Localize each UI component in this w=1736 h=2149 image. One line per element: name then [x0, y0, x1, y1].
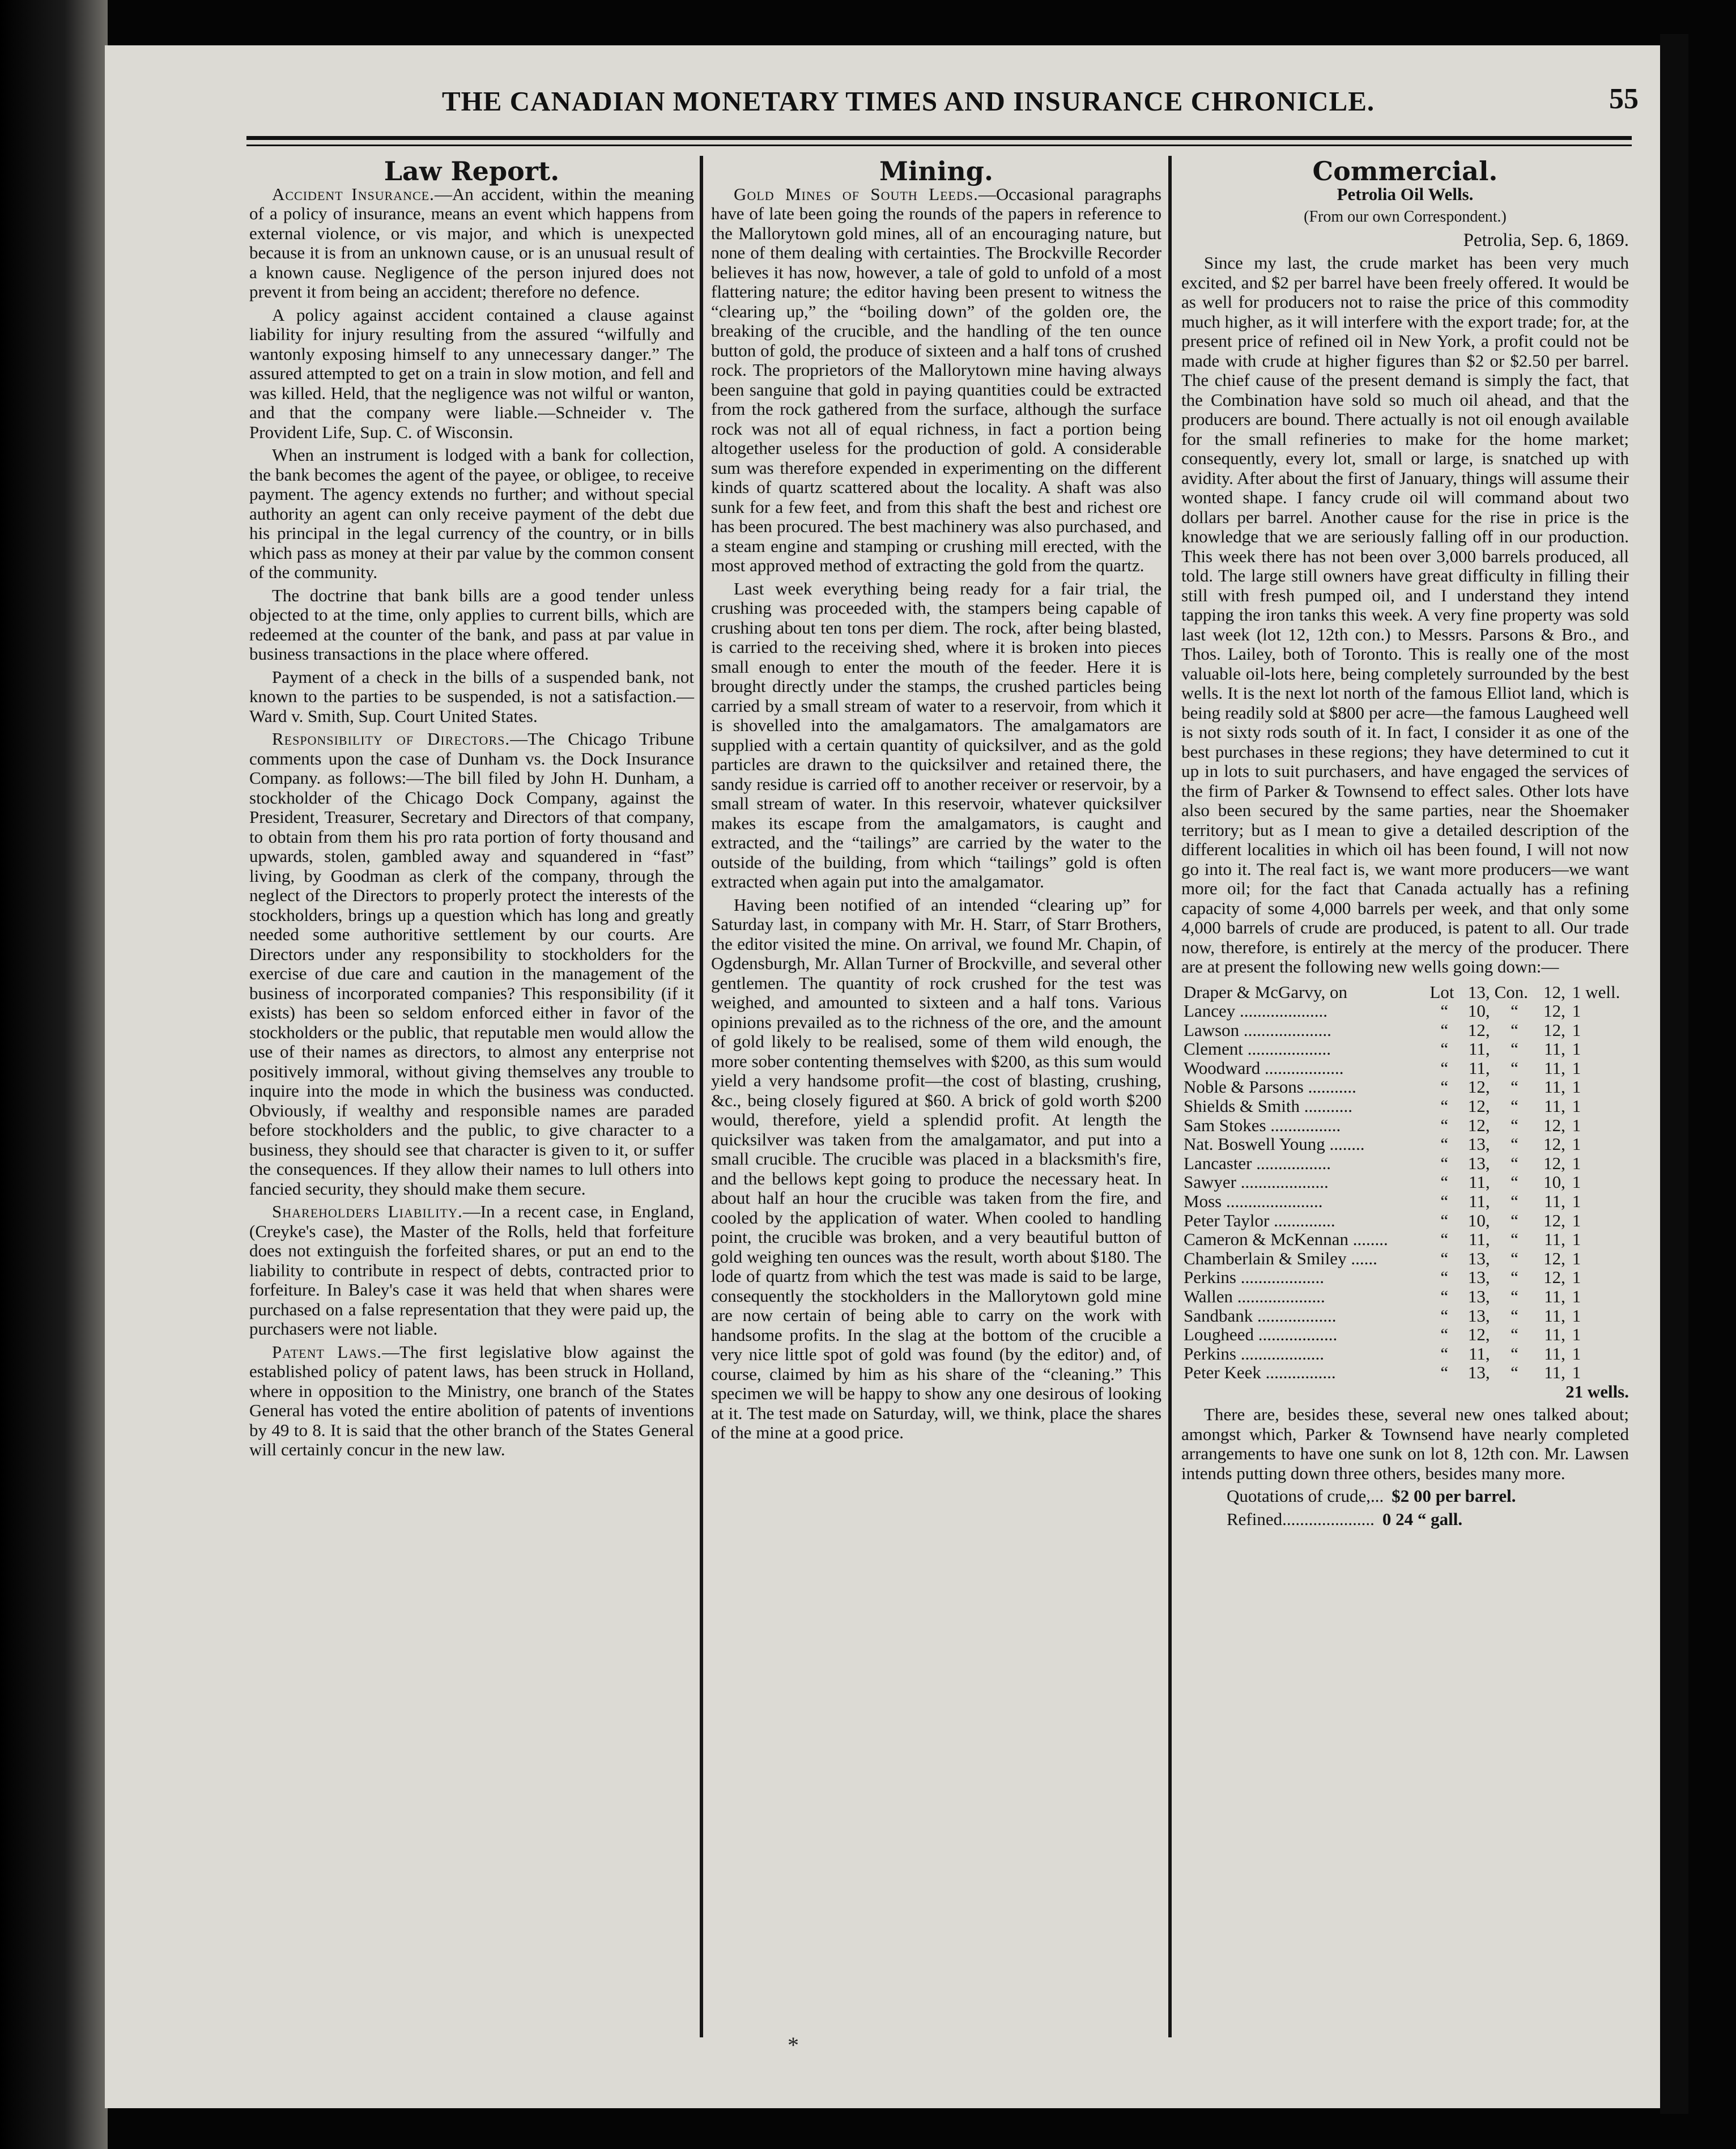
well-name	[1181, 1363, 1428, 1382]
con-number: 11,	[1544, 1286, 1565, 1306]
wells-total: 21 wells.	[1565, 1381, 1629, 1401]
well-count: 1	[1572, 1134, 1581, 1154]
quotation-row	[1181, 1487, 1629, 1506]
print-mark: *	[788, 2032, 799, 2058]
lot-number: 13,	[1467, 1153, 1490, 1173]
well-name	[1181, 1116, 1428, 1135]
con-number: 12,	[1543, 1210, 1565, 1230]
well-name	[1181, 1173, 1428, 1192]
leader-dots: ....................	[1235, 1001, 1327, 1021]
leader-dots: ......................	[1222, 1191, 1323, 1212]
lot-number: 13,	[1467, 982, 1490, 1002]
well-count: 1	[1572, 1077, 1581, 1097]
well-name	[1181, 1192, 1428, 1211]
well-unit	[1583, 1325, 1629, 1344]
ditto-mark: “	[1511, 1210, 1518, 1230]
con-number: 12,	[1543, 1115, 1565, 1135]
ditto-mark: “	[1511, 1096, 1518, 1116]
lot-number: 11,	[1469, 1343, 1490, 1364]
well-row	[1181, 1230, 1629, 1249]
con-number: 11,	[1544, 1305, 1565, 1326]
well-count: 1	[1572, 982, 1581, 1002]
lot-number: 13,	[1467, 1267, 1490, 1288]
well-name	[1181, 1154, 1428, 1173]
well-name-text: Nat. Boswell Young	[1184, 1134, 1325, 1154]
leader-dots: ...................	[1236, 1267, 1324, 1288]
well-name: Draper & McGarvy, on	[1184, 982, 1347, 1002]
paragraph	[249, 1202, 694, 1339]
well-unit	[1583, 1077, 1629, 1097]
paragraph	[711, 895, 1161, 1443]
well-count: 1	[1572, 1210, 1581, 1230]
well-unit	[1583, 1116, 1629, 1135]
ditto-mark: “	[1511, 1057, 1518, 1078]
ditto-mark: “	[1440, 1229, 1449, 1250]
ditto-mark: “	[1440, 1134, 1449, 1154]
paragraph-lead: Accident Insurance.	[272, 184, 435, 204]
well-name-text: Lougheed	[1184, 1324, 1254, 1345]
well-row	[1181, 1154, 1629, 1173]
ditto-mark: “	[1511, 1020, 1518, 1040]
well-unit	[1583, 1211, 1629, 1230]
well-row	[1181, 1077, 1629, 1097]
ditto-mark: “	[1440, 1191, 1449, 1212]
quotations-block	[1181, 1487, 1629, 1529]
paragraph	[249, 445, 694, 583]
ditto-mark: “	[1440, 1286, 1449, 1306]
ditto-mark: “	[1511, 1115, 1518, 1135]
binding-gutter	[0, 0, 108, 2149]
con-number: 12,	[1543, 1020, 1565, 1040]
ditto-mark: “	[1511, 1305, 1518, 1326]
ditto-mark: “	[1440, 1210, 1449, 1230]
well-name	[1181, 1268, 1428, 1287]
leader-dots: ..................	[1253, 1305, 1337, 1326]
paragraph-text: When an instrument is lodged with a bank for collection, the bank becomes the agent of the payee, or obligee, to receive payment. The agency extends no further; and without special authority an agent can only receive payment of the debt due his principal in the legal currency of the country, or in bills which pass as money at their par value by the common consent of the community.	[249, 445, 694, 582]
leader-dots: ........	[1348, 1229, 1388, 1250]
leader-dots: ....................	[1233, 1286, 1325, 1306]
well-count: 1	[1572, 1153, 1581, 1173]
well-unit	[1583, 1097, 1629, 1116]
well-name	[1181, 1077, 1428, 1097]
leader-dots: ....................	[1239, 1020, 1331, 1040]
well-unit	[1583, 1287, 1629, 1306]
column-commercial	[1181, 156, 1629, 1532]
well-row	[1181, 1021, 1629, 1040]
well-name-text: Sandbank	[1184, 1305, 1253, 1326]
ditto-mark: “	[1440, 1115, 1449, 1135]
well-row	[1181, 1344, 1629, 1364]
well-name	[1181, 1287, 1428, 1306]
dateline: Petrolia, Sep. 6, 1869.	[1463, 230, 1629, 250]
ditto-mark: “	[1511, 1001, 1518, 1021]
well-name-text: Perkins	[1184, 1343, 1236, 1364]
leader-dots: ...........	[1303, 1077, 1356, 1097]
paragraph-text: Last week everything being ready for a fair trial, the crushing was proceeded with, the stampers being capable of crushing about ten tons per diem. The rock, after being blasted, is carried to the receiving shed, where it is broken into pieces small enough to enter the mouth of the feeder. Here it is brought directly under the stamps, the crushed particles being carried by a small stream of water to a reservoir, from which it is shovelled into the amalgamators. The amalgamators are supplied with a certain quantity of quicksilver, and as the gold particles are drawn to the quicksilver and retained there, the sandy residue is carried off to another receiver or reservoir, by a small stream of water. In this reservoir, whatever quicksilver makes its escape from the amalgamators, is caught and extracted, and the “tailings” are carried by the water to the outside of the building, from which “tailings” gold is often extracted when again put into the amalgamator.	[711, 578, 1161, 891]
con-number: 12,	[1543, 1267, 1565, 1288]
ditto-mark: “	[1511, 1191, 1518, 1212]
well-name-text: Sawyer	[1184, 1172, 1236, 1192]
well-name-text: Sam Stokes	[1184, 1115, 1266, 1135]
con-number: 11,	[1544, 1324, 1565, 1345]
paragraph	[249, 305, 694, 443]
well-name-text: Wallen	[1184, 1286, 1233, 1306]
lot-number: 11,	[1469, 1191, 1490, 1212]
paragraph-text: Having been notified of an intended “clearing up” for Saturday last, in company with Mr. H. Starr, of Starr Brothers, the editor visited the mine. On arrival, we found Mr. Chapin, of Ogdensburgh, Mr. Allan Turner of Brockville, and several other gentlemen. The quantity of rock crushed for the test was weighed, and amounted to sixteen and a half tons. Various opinions prevailed as to the richness of the ore, and the amount of gold likely to be realised, some of them wild enough, the more sober contenting themselves with $200, as this sum would yield a very handsome profit—the cost of blasting, crushing, &c., being closely figured at $60. A brick of gold worth $200 would, therefore, yield a splendid profit. At length the quicksilver was taken from the amalgamator, and put into a small crucible. The crucible was placed in a blacksmith's fire, and the bellows kept going to produce the necessary heat. In about half an hour the crucible was taken from the fire, and cooled by the application of water. When cooled to handling point, the crucible was broken, and a very beautiful button of gold weighing ten ounces was the result, worth about $180. The lode of quartz from which the test was made is said to be large, consequently the stockholders in the Mallorytown gold mine are now certain of being able to carry on the work with handsome profits. In the slag at the bottom of the crucible a very nice little spot of gold was found (by the editor) and, of course, claimed by him as his share of the “cleaning.” This specimen we will be happy to show any one desirous of looking at it. The test made on Saturday, will, we think, place the shares of the mine at a good price.	[711, 894, 1161, 1442]
lot-number: 12,	[1467, 1020, 1490, 1040]
well-row	[1181, 1192, 1629, 1211]
well-row	[1181, 1363, 1629, 1382]
ditto-mark: “	[1440, 1267, 1449, 1288]
law-report-body	[249, 185, 694, 1460]
well-name	[1181, 1325, 1428, 1344]
leader-dots: ..................	[1253, 1324, 1338, 1345]
con-number: 12,	[1543, 1134, 1565, 1154]
well-row	[1181, 1039, 1629, 1059]
ditto-mark: “	[1440, 1305, 1449, 1326]
well-count: 1	[1572, 1324, 1581, 1345]
masthead-title: THE CANADIAN MONETARY TIMES AND INSURANCE CHRONICLE.	[442, 86, 1375, 117]
leader-dots: .................	[1252, 1153, 1331, 1173]
well-name	[1181, 1059, 1428, 1078]
ditto-mark: “	[1511, 1286, 1518, 1306]
well-unit	[1583, 1344, 1629, 1364]
quotation-label: Refined.....................	[1227, 1509, 1375, 1529]
well-unit	[1583, 1021, 1629, 1040]
leader-dots: ................	[1261, 1362, 1336, 1383]
ditto-mark: “	[1511, 1153, 1518, 1173]
well-count: 1	[1572, 1172, 1581, 1192]
section-heading-commercial: Commercial.	[1312, 156, 1498, 186]
ditto-mark: “	[1511, 1134, 1518, 1154]
paragraph	[249, 185, 694, 302]
lot-number: 12,	[1467, 1096, 1490, 1116]
well-row	[1181, 1306, 1629, 1326]
well-name	[1181, 1135, 1428, 1154]
paragraph-text: —The first legislative blow against the established policy of patent laws, has been struck in Holland, where in opposition to the Ministry, one branch of the States General has voted the entire abolition of patents of inventions by 49 to 8. It is said that the other branch of the States General will certainly concur in the new law.	[249, 1341, 694, 1459]
lot-number: 11,	[1469, 1229, 1490, 1250]
ditto-mark: “	[1440, 1077, 1449, 1097]
con-number: 11,	[1544, 1039, 1565, 1059]
well-unit: well.	[1585, 982, 1620, 1002]
well-name-text: Noble & Parsons	[1184, 1077, 1304, 1097]
lot-number: 10,	[1467, 1001, 1490, 1021]
paragraph	[249, 729, 694, 1199]
well-name-text: Shields & Smith	[1184, 1096, 1300, 1116]
well-row	[1181, 1001, 1629, 1021]
column-law-report	[249, 156, 694, 1463]
well-row	[1181, 1249, 1629, 1268]
con-number: 10,	[1543, 1172, 1565, 1192]
quotation-value: $2 00 per barrel.	[1392, 1486, 1516, 1506]
well-count: 1	[1572, 1096, 1581, 1116]
well-unit	[1583, 1059, 1629, 1078]
con-number: 11,	[1544, 1229, 1565, 1250]
well-name-text: Chamberlain & Smiley	[1184, 1248, 1347, 1268]
lot-label: Lot	[1429, 982, 1454, 1002]
ditto-mark: “	[1511, 1039, 1518, 1059]
well-name	[1181, 1230, 1428, 1249]
lot-number: 13,	[1467, 1286, 1490, 1306]
column-mining	[711, 156, 1161, 1446]
well-row	[1181, 1059, 1629, 1078]
lot-number: 11,	[1469, 1172, 1490, 1192]
section-heading-law-report: Law Report.	[384, 156, 560, 186]
ditto-mark: “	[1511, 1172, 1518, 1192]
con-number: 11,	[1544, 1077, 1565, 1097]
paragraph-lead: Patent Laws.	[272, 1341, 382, 1362]
lot-number: 12,	[1467, 1077, 1490, 1097]
well-row	[1181, 1173, 1629, 1192]
correspondent-line: (From our own Correspondent.)	[1304, 208, 1507, 226]
leader-dots: ..................	[1260, 1057, 1344, 1078]
well-count: 1	[1572, 1362, 1581, 1383]
well-name-text: Moss	[1184, 1191, 1222, 1212]
ditto-mark: “	[1440, 1172, 1449, 1192]
quotation-row	[1181, 1510, 1629, 1530]
well-count: 1	[1572, 1229, 1581, 1250]
paragraph-text: A policy against accident contained a clause against liability for injury resulting from the assured “wilfully and wantonly exposing himself to any unnecessary danger.” The assured attempted to get on a train in slow motion, and fell and was killed. Held, that the negligence was not wilful or wanton, and that the company were liable.—Schneider v. The Provident Life, Sup. C. of Wisconsin.	[249, 304, 694, 442]
con-number: 12,	[1543, 1248, 1565, 1268]
lot-number: 13,	[1467, 1134, 1490, 1154]
ditto-mark: “	[1511, 1229, 1518, 1250]
ditto-mark: “	[1440, 1057, 1449, 1078]
ditto-mark: “	[1440, 1362, 1449, 1383]
leader-dots: ...................	[1236, 1343, 1324, 1364]
paragraph-text: The doctrine that bank bills are a good tender unless objected to at the time, only applies to current bills, which are redeemed at the counter of the bank, and pass at par value in business transactions in the place where offered.	[249, 585, 694, 664]
well-row	[1181, 1116, 1629, 1135]
well-row	[1181, 1287, 1629, 1306]
section-heading-mining: Mining.	[879, 156, 993, 186]
paragraph-text: —Occasional paragraphs have of late been going the rounds of the papers in reference to the Mallorytown gold mines, all of an encouraging nature, but none of them dealing with certainties. The Brockville Recorder believes it has now, however, a tale of gold to unfold of a most flattering nature; the editor having been present to witness the “clearing up,” the “boiling down” of the golden ore, the breaking of the crucible, and the handling of the ten ounce button of gold, the produce of sixteen and a half tons of crushed rock. The proprietors of the Mallorytown mine having always been sanguine that gold in paying quantities could be extracted from the rock gathered from the surface, although the surface rock was not all of equal richness, in fact a portion being altogether useless for the production of gold. A considerable sum was therefore expended in experimenting on the different kinds of quartz scattered about the locality. A shaft was also sunk for a few feet, and from this shaft the best and richest ore has been procured. The best machinery was also purchased, and a steam engine and stamping or crushing mill erected, with the most approved method of extracting the gold from the quartz.	[711, 184, 1161, 575]
header-rule	[246, 136, 1632, 140]
paragraph	[249, 586, 694, 664]
well-count: 1	[1572, 1115, 1581, 1135]
ditto-mark: “	[1511, 1343, 1518, 1364]
well-name-text: Lawson	[1184, 1020, 1240, 1040]
well-name	[1181, 1097, 1428, 1116]
well-name-text: Lancaster	[1184, 1153, 1252, 1173]
well-name	[1181, 1001, 1428, 1021]
paragraph-text: Payment of a check in the bills of a suspended bank, not known to the parties to be suspended, is not a satisfaction.—Ward v. Smith, Sup. Court United States.	[249, 666, 694, 726]
lot-number: 13,	[1467, 1305, 1490, 1326]
con-number: 12,	[1543, 982, 1565, 1002]
con-number: 11,	[1544, 1343, 1565, 1364]
ditto-mark: “	[1440, 1001, 1449, 1021]
lot-number: 12,	[1467, 1115, 1490, 1135]
well-count: 1	[1572, 1057, 1581, 1078]
well-unit	[1583, 1363, 1629, 1382]
ditto-mark: “	[1440, 1248, 1449, 1268]
well-name-text: Peter Taylor	[1184, 1210, 1270, 1230]
well-name-text: Perkins	[1184, 1267, 1236, 1288]
ditto-mark: “	[1511, 1248, 1518, 1268]
well-row	[1181, 1325, 1629, 1344]
commercial-body	[1181, 253, 1629, 977]
leader-dots: ...................	[1243, 1039, 1331, 1059]
page-number: 55	[1609, 83, 1639, 115]
well-count: 1	[1572, 1286, 1581, 1306]
well-count: 1	[1572, 1020, 1581, 1040]
well-unit	[1583, 1192, 1629, 1211]
well-name-text: Cameron & McKennan	[1184, 1229, 1348, 1250]
ditto-mark: “	[1440, 1153, 1449, 1173]
paragraph-lead: Shareholders Liability.	[272, 1201, 463, 1221]
con-number: 11,	[1544, 1096, 1565, 1116]
leader-dots: ........	[1325, 1134, 1365, 1154]
ditto-mark: “	[1440, 1324, 1449, 1345]
well-name	[1181, 1211, 1428, 1230]
lot-number: 11,	[1469, 1057, 1490, 1078]
ditto-mark: “	[1511, 1324, 1518, 1345]
leader-dots: ...........	[1299, 1096, 1352, 1116]
lot-number: 12,	[1467, 1324, 1490, 1345]
well-name	[1181, 1249, 1428, 1268]
well-count: 1	[1572, 1001, 1581, 1021]
well-name	[1181, 1039, 1428, 1059]
leader-dots: ......	[1346, 1248, 1377, 1268]
new-wells-table	[1181, 983, 1629, 1382]
paragraph-lead: Gold Mines of South Leeds.	[734, 184, 978, 204]
well-name-text: Peter Keek	[1184, 1362, 1261, 1383]
well-unit	[1583, 1230, 1629, 1249]
well-count: 1	[1572, 1248, 1581, 1268]
con-number: 12,	[1543, 1001, 1565, 1021]
lot-number: 13,	[1467, 1362, 1490, 1383]
paragraph-text: —An accident, within the meaning of a policy of insurance, means an event which happens from external violence, or vis major, and which is unexpected because it is from an unknown cause, or is an unusual result of a known cause. Negligence of the person injured does not prevent it from being an accident; therefore no defence.	[249, 184, 694, 301]
quotation-value: 0 24 “ gall.	[1382, 1509, 1463, 1529]
leader-dots: ....................	[1236, 1172, 1329, 1192]
ditto-mark: “	[1440, 1096, 1449, 1116]
well-unit	[1583, 1173, 1629, 1192]
paragraph	[249, 1343, 694, 1460]
well-unit	[1583, 1135, 1629, 1154]
ditto-mark: “	[1511, 1362, 1518, 1383]
well-name-text: Lancey	[1184, 1001, 1236, 1021]
well-count: 1	[1572, 1039, 1581, 1059]
con-label: Con.	[1494, 982, 1529, 1002]
con-number: 11,	[1544, 1057, 1565, 1078]
page-edge-shadow	[1660, 34, 1688, 2114]
paragraph	[249, 668, 694, 727]
well-name	[1181, 1021, 1428, 1040]
well-unit	[1583, 1039, 1629, 1059]
leader-dots: ................	[1266, 1115, 1341, 1135]
article-title-petrolia: Petrolia Oil Wells.	[1337, 184, 1474, 204]
paragraph-lead: Responsibility of Directors.	[272, 729, 510, 749]
ditto-mark: “	[1511, 1267, 1518, 1288]
paragraph: Since my last, the crude market has been very much excited, and $2 per barrel have been freely offered. It would be as well for producers not to raise the price of this commodity much higher, as it will interfere with the export trade; for, at the present price of refined oil in New York, a profit could not be made with crude at higher figures than $2 or $2.50 per barrel. The chief cause of the present demand is simply the fact, that the Combination have sold so much oil ahead, and that the producers are bound. There actually is not oil enough available for the small refineries to make for the home market; consequently, every lot, small or large, is snatched up with avidity. After about the first of January, things will assume their wonted shape. I fancy crude oil will command about two dollars per barrel. Another cause for the rise in price is the knowledge that we are seriously falling off in our production. This week there has not been over 3,000 barrels produced, all told. The large still owners have great difficulty in filling their still with fresh pumped oil, and I understand they intend tapping the iron tanks this week. A very fine property was sold last week (lot 12, 12th con.) to Messrs. Parsons & Bro., and Thos. Lailey, both of Toronto. This is really one of the most valuable oil-lots here, being completely surrounded by the best wells. It is the next lot north of the famous Elliot land, which is being readily sold at $800 per acre—the famous Laugheed well is not sixty rods south of it. In fact, I consider it as one of the best purchases in these regions; they have determined to cut it up in lots to suit purchasers, and have engaged the services of the firm of Parker & Townsend to effect sales. Other lots have also been secured by the same parties, near the Shoemaker territory; but as I mean to give a detailed description of the different localities in which oil has been found, I will not now go into it. The real fact is, we want more producers—we want more oil; for the fact that Canada actually has a refining capacity of some 4,000 barrels per week, and that only some 4,000 barrels of crude are produced, is patent to all. Our trade now, therefore, is entirely at the mercy of the producer. There are at present the following new wells going down:—	[1181, 253, 1629, 976]
well-count: 1	[1572, 1267, 1581, 1288]
well-count: 1	[1572, 1191, 1581, 1212]
well-row	[1181, 1097, 1629, 1116]
mining-body	[711, 185, 1161, 1443]
well-unit	[1583, 1249, 1629, 1268]
ditto-mark: “	[1440, 1343, 1449, 1364]
well-count: 1	[1572, 1343, 1581, 1364]
well-row	[1181, 1135, 1629, 1154]
well-name-text: Clement	[1184, 1039, 1244, 1059]
paragraph-text: —In a recent case, in England, (Creyke's case), the Master of the Rolls, held that forfeiture does not extinguish the forfeited shares, or put an end to the liability to contribute in respect of debts, contracted prior to forfeiture. In Baley's case it was held that when shares were purchased on a false representation that they were paid up, the purchasers were not liable.	[249, 1201, 694, 1339]
paragraph	[711, 185, 1161, 576]
ditto-mark: “	[1440, 1020, 1449, 1040]
ditto-mark: “	[1440, 1039, 1449, 1059]
well-name	[1181, 1344, 1428, 1364]
column-rule-2	[1168, 156, 1172, 2037]
well-name	[1181, 1306, 1428, 1326]
lot-number: 13,	[1467, 1248, 1490, 1268]
paragraph-text: —The Chicago Tribune comments upon the case of Dunham vs. the Dock Insurance Company. as follows:—The bill filed by John H. Dunham, a stockholder of the Chicago Dock Company, against the President, Treasurer, Secretary and Directors of that company, to obtain from them his pro rata portion of forty thousand and upwards, stolen, gambled away and squandered in “fast” living, by Goodman as clerk of the company, through the neglect of the Directors to properly protect the interests of the stockholders, brings up a question which has long and greatly needed some authoritive settlement by our courts. Are Directors under any responsibility to stockholders for the exercise of due care and caution in the management of the business of incorporated companies? This responsibility (if it exists) has been so seldom enforced either in favor of the stockholders or the public, that reputable men would allow the use of their names as directors, to almost any enterprise not positively immoral, without giving themselves any trouble to inquire into the mode in which the business was conducted. Obviously, if wealthy and responsible names are paraded before stockholders and the public, to give character to a business, they should see that character is given to it, or suffer the consequences. If they allow their names to lull others into fancied security, they should make them secure.	[249, 729, 694, 1199]
lot-number: 11,	[1469, 1039, 1490, 1059]
con-number: 11,	[1544, 1362, 1565, 1383]
con-number: 11,	[1544, 1191, 1565, 1212]
paragraph	[711, 579, 1161, 892]
well-unit	[1583, 1001, 1629, 1021]
well-row-header	[1181, 983, 1629, 1002]
well-unit	[1583, 1306, 1629, 1326]
well-row	[1181, 1211, 1629, 1230]
lot-number: 10,	[1467, 1210, 1490, 1230]
quotation-label: Quotations of crude,...	[1227, 1486, 1384, 1506]
well-unit	[1583, 1268, 1629, 1287]
header-rule-thin	[246, 145, 1632, 146]
ditto-mark: “	[1511, 1077, 1518, 1097]
well-name-text: Woodward	[1184, 1057, 1261, 1078]
well-row	[1181, 1268, 1629, 1287]
column-rule-1	[700, 156, 703, 2037]
leader-dots: ..............	[1269, 1210, 1335, 1230]
well-count: 1	[1572, 1305, 1581, 1326]
after-wells-paragraph: There are, besides these, several new ones talked about; amongst which, Parker & Townsend have nearly completed arrangements to have one sunk on lot 8, 12th con. Mr. Lawsen intends putting down three others, besides many more.	[1181, 1404, 1629, 1483]
well-unit	[1583, 1154, 1629, 1173]
con-number: 12,	[1543, 1153, 1565, 1173]
